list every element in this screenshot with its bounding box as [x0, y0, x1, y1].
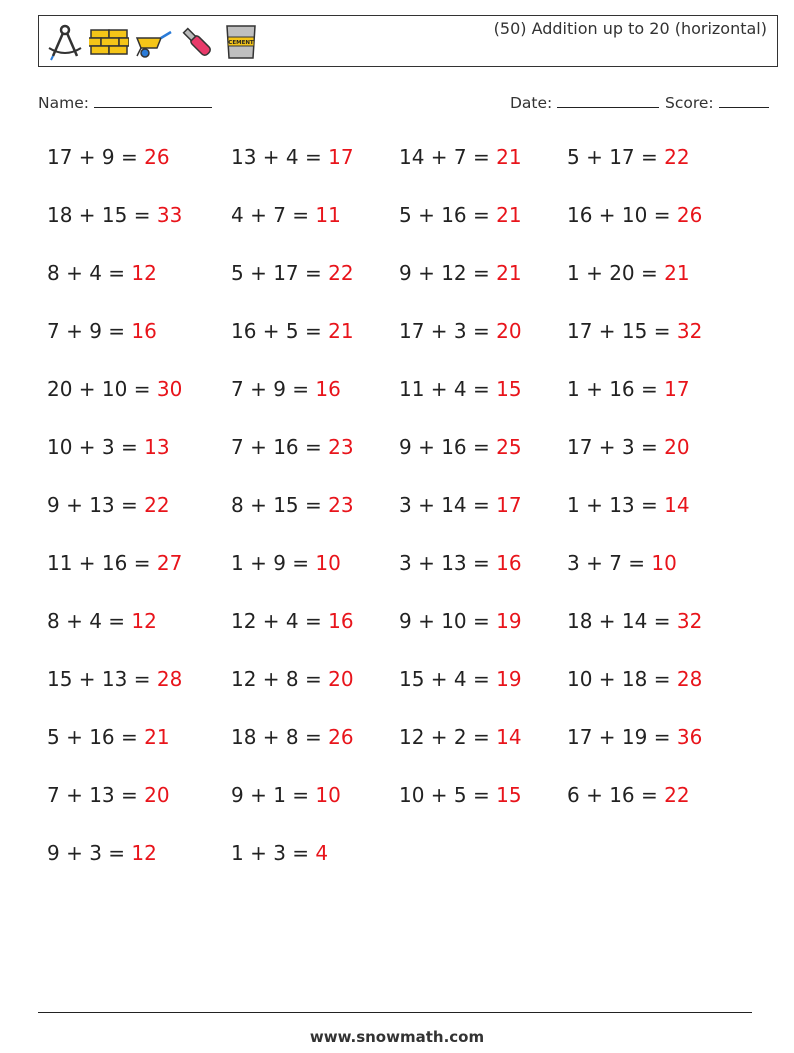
footer-divider [38, 1012, 752, 1013]
footer-url: www.snowmath.com [309, 1028, 485, 1046]
worksheet-header [38, 15, 778, 67]
problem-item [47, 841, 157, 865]
problem-question: 7 + 9 = [231, 377, 310, 401]
problem-item [399, 783, 522, 807]
problem-answer: 17 [328, 145, 354, 169]
problem-question: 3 + 14 = [399, 493, 490, 517]
problem-item [231, 319, 354, 343]
problem-question: 7 + 16 = [231, 435, 322, 459]
problem-item [567, 551, 677, 575]
date-field [510, 93, 659, 112]
cement-bag-icon [221, 22, 261, 62]
problem-question: 16 + 10 = [567, 203, 671, 227]
worksheet-title: (50) Addition up to 20 (horizontal) [493, 19, 767, 38]
problem-item [567, 609, 702, 633]
problem-answer: 26 [676, 203, 703, 227]
header-icons [45, 22, 261, 62]
problem-answer: 20 [496, 319, 522, 343]
problem-answer: 30 [156, 377, 183, 401]
problem-answer: 22 [328, 261, 354, 285]
problem-item [399, 609, 522, 633]
problem-answer: 23 [328, 435, 354, 459]
problem-question: 4 + 7 = [231, 203, 310, 227]
problem-question: 9 + 10 = [399, 609, 490, 633]
problem-item [231, 841, 328, 865]
problem-item [231, 493, 354, 517]
score-field [665, 93, 769, 112]
problem-item [399, 493, 522, 517]
problem-question: 18 + 14 = [567, 609, 671, 633]
problem-answer: 14 [664, 493, 690, 517]
problem-answer: 21 [496, 145, 522, 169]
problem-item [399, 261, 522, 285]
problem-question: 10 + 3 = [47, 435, 138, 459]
problem-question: 10 + 18 = [567, 667, 671, 691]
problem-answer: 4 [315, 841, 329, 865]
problem-question: 12 + 2 = [399, 725, 490, 749]
problem-answer: 26 [144, 145, 170, 169]
problem-item [47, 145, 170, 169]
problem-answer: 20 [664, 435, 690, 459]
problem-answer: 19 [496, 667, 522, 691]
problem-answer: 32 [676, 319, 703, 343]
problem-question: 1 + 9 = [231, 551, 310, 575]
name-field [38, 93, 212, 112]
problem-question: 17 + 19 = [567, 725, 671, 749]
problem-question: 11 + 16 = [47, 551, 151, 575]
problem-question: 17 + 9 = [47, 145, 138, 169]
score-label: Score: [665, 94, 714, 112]
problem-item [567, 145, 690, 169]
problem-question: 1 + 20 = [567, 261, 658, 285]
problem-item [231, 435, 354, 459]
problem-question: 15 + 4 = [399, 667, 490, 691]
problem-answer: 17 [496, 493, 522, 517]
problem-question: 9 + 12 = [399, 261, 490, 285]
problem-answer: 21 [144, 725, 170, 749]
problem-answer: 25 [496, 435, 522, 459]
name-label: Name: [38, 94, 89, 112]
problem-item [399, 725, 522, 749]
problem-item [231, 551, 341, 575]
problem-question: 15 + 13 = [47, 667, 151, 691]
problem-item [47, 551, 182, 575]
problem-answer: 21 [664, 261, 690, 285]
problem-question: 1 + 13 = [567, 493, 658, 517]
problem-question: 7 + 9 = [47, 319, 126, 343]
problem-answer: 10 [315, 551, 341, 575]
problem-answer: 32 [676, 609, 703, 633]
problem-answer: 10 [651, 551, 677, 575]
problem-answer: 12 [131, 841, 157, 865]
problem-question: 17 + 3 = [399, 319, 490, 343]
problem-question: 16 + 5 = [231, 319, 322, 343]
problem-answer: 28 [156, 667, 183, 691]
date-label: Date: [510, 94, 553, 112]
problem-item [399, 145, 522, 169]
problem-answer: 15 [496, 377, 522, 401]
problem-question: 8 + 15 = [231, 493, 322, 517]
problem-item [47, 667, 182, 691]
problem-question: 14 + 7 = [399, 145, 490, 169]
problem-answer: 10 [315, 783, 341, 807]
problem-item [567, 783, 690, 807]
problem-answer: 16 [131, 319, 157, 343]
problem-question: 1 + 3 = [231, 841, 310, 865]
problem-answer: 16 [315, 377, 341, 401]
problem-answer: 16 [496, 551, 522, 575]
problem-answer: 13 [144, 435, 170, 459]
problem-answer: 27 [156, 551, 183, 575]
problem-question: 9 + 3 = [47, 841, 126, 865]
problem-item [567, 725, 702, 749]
score-blank[interactable] [719, 93, 769, 108]
problem-item [231, 725, 354, 749]
problem-item [567, 667, 702, 691]
problem-question: 13 + 4 = [231, 145, 322, 169]
problem-item [231, 261, 354, 285]
problem-item [567, 435, 690, 459]
problem-question: 11 + 4 = [399, 377, 490, 401]
problem-answer: 36 [676, 725, 703, 749]
problem-item [231, 609, 354, 633]
problem-question: 20 + 10 = [47, 377, 151, 401]
problem-item [47, 609, 157, 633]
problem-question: 12 + 8 = [231, 667, 322, 691]
problem-item [399, 203, 522, 227]
problem-item [47, 725, 170, 749]
problem-question: 18 + 8 = [231, 725, 322, 749]
problem-answer: 26 [328, 725, 354, 749]
problem-answer: 20 [328, 667, 354, 691]
problem-item [47, 319, 157, 343]
problem-answer: 12 [131, 609, 157, 633]
problem-item [231, 667, 354, 691]
problem-question: 5 + 17 = [231, 261, 322, 285]
problem-answer: 19 [496, 609, 522, 633]
problem-item [231, 377, 341, 401]
trowel-icon [177, 22, 217, 62]
problem-item [399, 377, 522, 401]
bricks-icon [89, 22, 129, 62]
problem-item [231, 145, 354, 169]
problem-item [47, 377, 182, 401]
problem-item [567, 203, 702, 227]
problem-answer: 23 [328, 493, 354, 517]
problem-item [567, 261, 690, 285]
problem-question: 9 + 16 = [399, 435, 490, 459]
problem-answer: 21 [496, 203, 522, 227]
wheelbarrow-icon [133, 22, 173, 62]
problem-item [399, 435, 522, 459]
problem-question: 8 + 4 = [47, 609, 126, 633]
problem-item [399, 667, 522, 691]
problem-item [231, 203, 341, 227]
problem-question: 7 + 13 = [47, 783, 138, 807]
problem-question: 8 + 4 = [47, 261, 126, 285]
date-blank[interactable] [557, 93, 659, 108]
problem-item [399, 551, 522, 575]
problem-item [567, 319, 702, 343]
problem-answer: 22 [144, 493, 170, 517]
problem-question: 9 + 13 = [47, 493, 138, 517]
problem-question: 5 + 16 = [399, 203, 490, 227]
problem-question: 1 + 16 = [567, 377, 658, 401]
problem-item [399, 319, 522, 343]
problem-item [567, 377, 690, 401]
problem-question: 17 + 3 = [567, 435, 658, 459]
problem-question: 5 + 17 = [567, 145, 658, 169]
problem-answer: 21 [328, 319, 354, 343]
problem-answer: 15 [496, 783, 522, 807]
problem-item [47, 493, 170, 517]
problem-question: 18 + 15 = [47, 203, 151, 227]
problem-item [47, 261, 157, 285]
problem-answer: 12 [131, 261, 157, 285]
compass-icon [45, 22, 85, 62]
problem-answer: 17 [664, 377, 690, 401]
cement-label: CEMENT [228, 40, 254, 46]
problem-question: 3 + 7 = [567, 551, 646, 575]
problem-item [47, 435, 170, 459]
problem-answer: 33 [156, 203, 183, 227]
problem-answer: 22 [664, 783, 690, 807]
problem-answer: 14 [496, 725, 522, 749]
problem-question: 6 + 16 = [567, 783, 658, 807]
problem-answer: 28 [676, 667, 703, 691]
problem-question: 9 + 1 = [231, 783, 310, 807]
problem-item [567, 493, 690, 517]
problem-answer: 20 [144, 783, 170, 807]
name-blank[interactable] [94, 93, 212, 108]
problem-answer: 22 [664, 145, 690, 169]
problem-item [47, 783, 170, 807]
problem-question: 10 + 5 = [399, 783, 490, 807]
problem-question: 5 + 16 = [47, 725, 138, 749]
problem-item [47, 203, 182, 227]
problem-answer: 21 [496, 261, 522, 285]
problem-answer: 16 [328, 609, 354, 633]
problem-item [231, 783, 341, 807]
problem-answer: 11 [315, 203, 341, 227]
problem-question: 17 + 15 = [567, 319, 671, 343]
problem-question: 12 + 4 = [231, 609, 322, 633]
problem-question: 3 + 13 = [399, 551, 490, 575]
